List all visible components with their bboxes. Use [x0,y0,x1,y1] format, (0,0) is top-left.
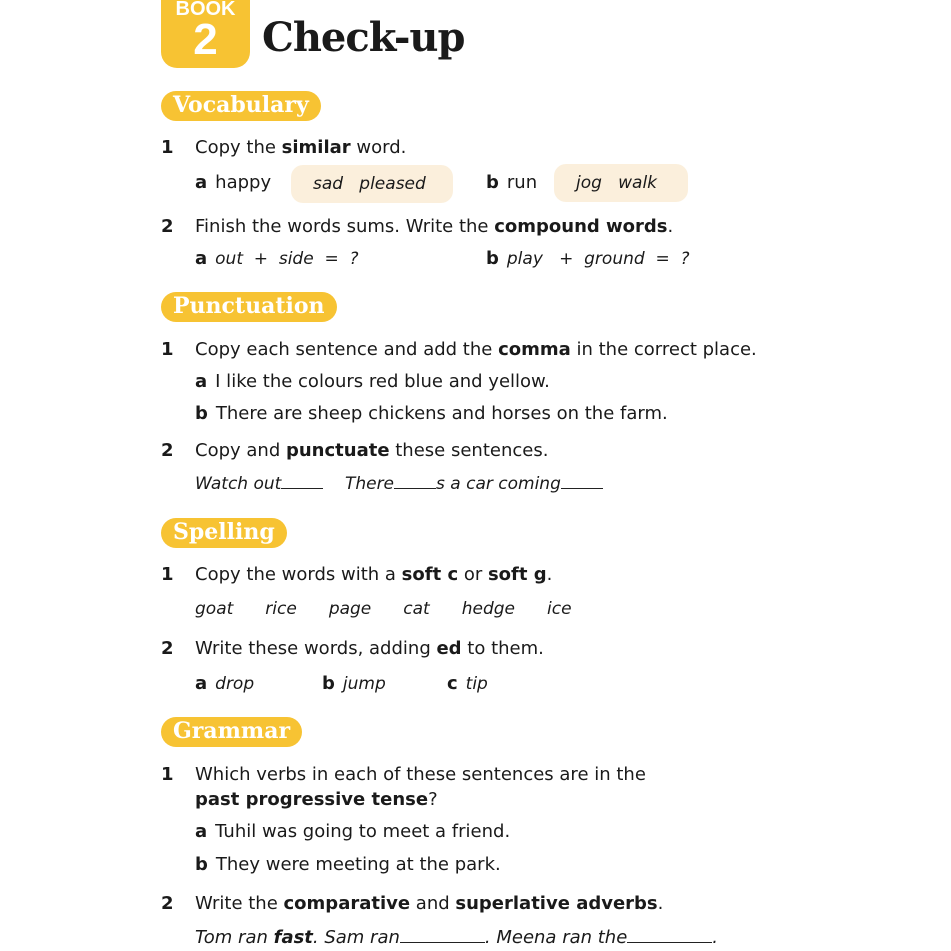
question-instruction: 1 Copy the words with a soft c or soft g. [161,564,553,585]
sub-question-b: b jump [322,673,386,694]
question-instruction: 1 Copy the similar word. [161,137,407,158]
page-title: Check-up [262,14,465,61]
sub-question-a: a happy [195,172,272,193]
sub-question-b: b There are sheep chickens and horses on the farm. [195,403,668,424]
question-instruction: 1 Copy each sentence and add the comma in the correct place. [161,339,757,360]
section-heading-vocabulary: Vocabulary [161,91,321,121]
question-instruction: 1 Which verbs in each of these sentences are in the [161,764,646,785]
sub-question-c: c tip [447,673,488,694]
question-instruction: 2 Finish the words sums. Write the compound words. [161,216,674,237]
sub-question-b: b play + ground = ? [486,248,690,269]
question-instruction: 2 Write these words, adding ed to them. [161,638,544,659]
question-instruction: 2 Write the comparative and superlative adverbs. [161,893,664,914]
sub-question-a: a drop [195,673,255,694]
book-number: 2 [193,15,218,64]
sub-question-a: a Tuhil was going to meet a friend. [195,821,511,842]
book-badge [161,0,250,68]
question-instruction: 2 Copy and punctuate these sentences. [161,440,549,461]
word-list: goat rice page cat hedge ice [195,599,572,619]
sub-question-a: a out + side = ? [195,248,359,269]
section-heading-grammar: Grammar [161,717,302,747]
section-heading-punctuation: Punctuation [161,292,337,322]
adverb-sentence: Tom ran fast. Sam ran . Meena ran the . [195,927,719,948]
book-label: BOOK [175,0,236,20]
sub-question-b: b They were meeting at the park. [195,854,501,875]
section-heading-spelling: Spelling [161,518,287,548]
word-options-box: sad pleased [291,165,453,203]
sub-question-b: b run [486,172,538,193]
sub-question-a: a I like the colours red blue and yellow. [195,371,550,392]
question-instruction-continued: past progressive tense? [195,789,438,810]
punctuate-sentence: Watch out There s a car coming [195,474,603,494]
word-options-box: jog walk [554,164,688,202]
